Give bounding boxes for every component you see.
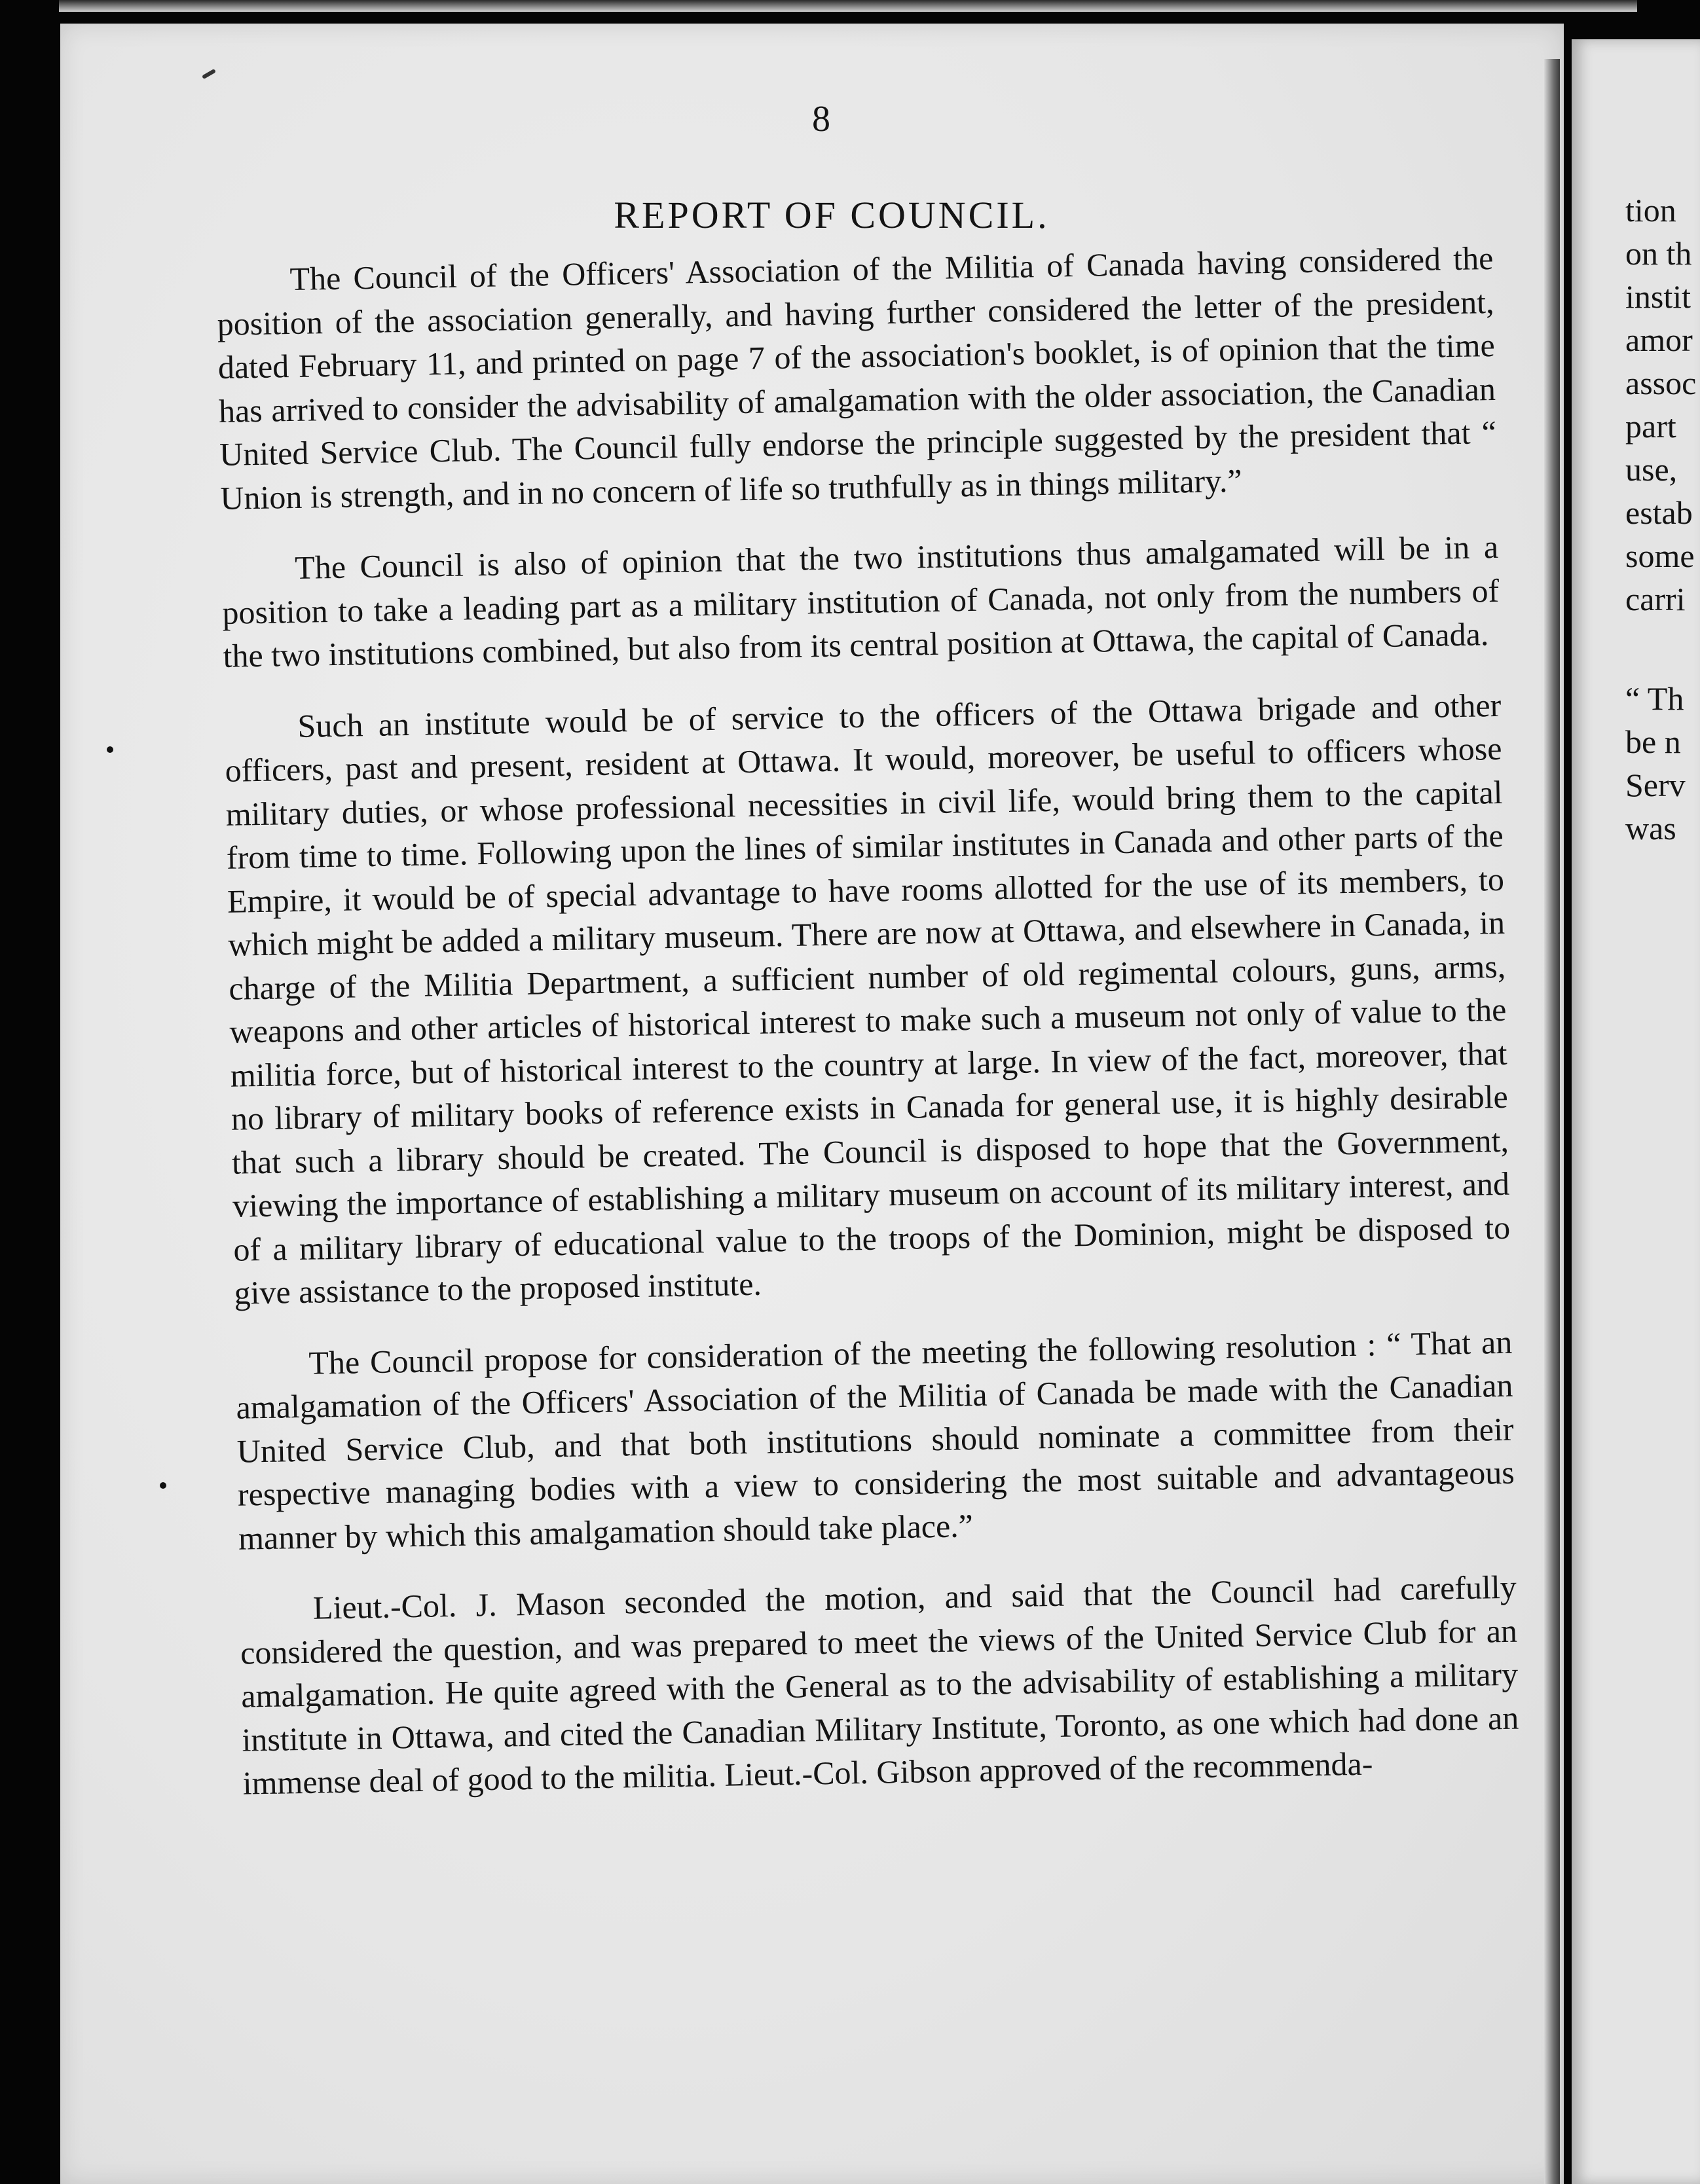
- right-fragment-line: estab: [1625, 494, 1693, 531]
- right-fragment-line: assoc: [1625, 365, 1697, 401]
- right-fragment-line: on th: [1625, 235, 1692, 272]
- margin-speck: [160, 1482, 166, 1489]
- paragraph: Such an institute would be of service to the officers of the Ottawa brigade and other officers, past and present, resident at Ottawa. It would, moreover, be useful to officers whose military duties, or whose professional necessities in civil life, would bring them to the capital from time to time. Following upon the lines of similar institutes in Canada and other parts of the Empire, it would be of special advantage to have rooms allotted for the use of its members, to which might be added a military museum. There are now at Ottawa, and elsewhere in Canada, in charge of the Militia Department, a sufficient number of old regimental colours, guns, arms, weapons and other articles of historical interest to make such a museum not only of value to the militia force, but of historical interest to the country at large. In view of the fact, moreover, that no library of military books of reference exists in Canada for general use, it is highly desirable that such a library should be created. The Council is disposed to hope that the Government, viewing the importance of establishing a military museum on account of its military interest, and of a military library of educational value to the troops of the Dominion, might be disposed to give assistance to the proposed institute.: [225, 686, 1511, 1311]
- margin-speck: [107, 746, 113, 753]
- right-fragment-line: part: [1625, 408, 1676, 445]
- right-fragment-line: was: [1625, 810, 1676, 846]
- right-fragment-line: some: [1625, 537, 1695, 574]
- right-fragment-line: “ Th: [1625, 680, 1684, 717]
- page-binding-edge: [1544, 59, 1560, 2184]
- page-number: 8: [812, 99, 830, 139]
- body-text: [216, 236, 1521, 1832]
- paragraph: The Council of the Officers' Association of the Militia of Canada having considered the position of the association generally, and having further considered the letter of the president, dated February 11, and printed on page 7 of the association's booklet, is of opinion that the time has arrived to consider the advisability of amalgamation with the older association, the Canadian United Service Club. The Council fully endorse the principle suggested by the president that “ Union is strength, and in no concern of life so truthfully as in things military.”: [217, 239, 1497, 517]
- right-fragment-gap: [1625, 621, 1700, 677]
- right-fragment-line: Serv: [1625, 767, 1686, 803]
- right-fragment-line: use,: [1625, 451, 1678, 488]
- right-fragment-line: be n: [1625, 723, 1681, 760]
- paragraph: The Council is also of opinion that the two institutions thus amalgamated will be in a position to take a leading part as a military institution of Canada, not only from the numbers of the two institutions combined, but also from its central position at Ottawa, the capital of Canada.: [221, 528, 1500, 674]
- right-page-text-fragments: [1625, 189, 1700, 850]
- right-fragment-line: tion: [1625, 192, 1676, 228]
- top-edge-strip: [59, 0, 1637, 12]
- right-fragment-line: amor: [1625, 321, 1693, 358]
- right-fragment-line: carri: [1625, 581, 1686, 617]
- right-fragment-line: instit: [1625, 278, 1691, 315]
- paragraph: Lieut.-Col. J. Mason seconded the motion, and said that the Council had carefully considered the question, and was prepared to meet the views of the United Service Club for an amalgamation. He quite agreed with the General as to the advisability of establishing a military institute in Ottawa, and cited the Canadian Military Institute, Toronto, as one which had done an immense deal of good to the militia. Lieut.-Col. Gibson approved of the recommenda-: [240, 1568, 1519, 1802]
- paragraph: The Council propose for consideration of the meeting the following resolution : “ That an amalgamation of the Officers' Association of the Militia of Canada be made with the Canadian United Service Club, and that both institutions should nominate a committee from their respective managing bodies with a view to considering the most suitable and advantageous manner by which this amalgamation should take place.”: [236, 1323, 1515, 1557]
- page-title: REPORT OF COUNCIL.: [614, 194, 1050, 236]
